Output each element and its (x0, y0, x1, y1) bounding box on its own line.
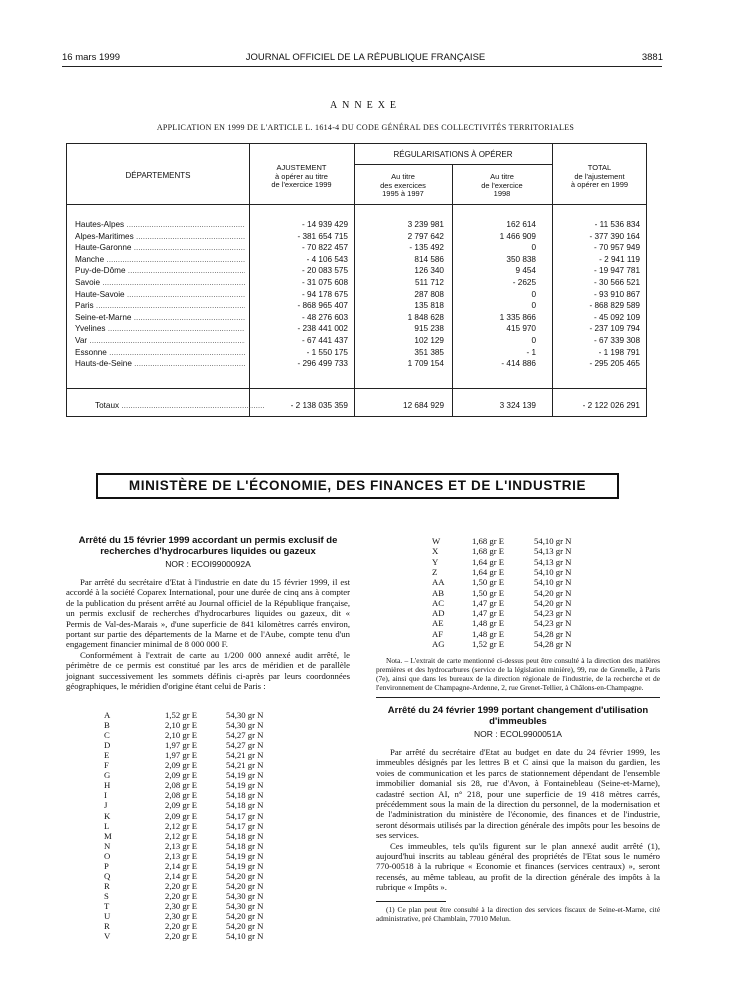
coordinate-row (66, 881, 350, 891)
header-reg-1998: Au titre de l'exercice 1998 (481, 172, 523, 198)
reg-1995-1997-value: 511 712 (415, 278, 444, 287)
coordinate-row (66, 891, 350, 901)
departement-name: Yvelines ..... (75, 324, 245, 333)
coordinate-letter: Q (104, 870, 111, 881)
table-row (67, 301, 648, 313)
reg-1998-value: 0 (531, 243, 536, 253)
reg-1998-value: 0 (531, 289, 536, 299)
arrete-1-para-1: Par arrêté du secrétaire d'Etat à l'industrie en date du 15 février 1999, il est accordé à la société Coparex International, pour une durée de cinq ans à compter de la publication du présent arrêté au Journal officiel de la République française, un permis exclusif de recherches d'hydrocarbures liquides ou gazeux, dit « Permis de Val-des-Marais », d'une superficie de 841 kilomètres carrés environ, portant sur partie des départements de la Marne et de l'Aube, compte tenu d'un engagement financier minimal de 8 000 000 F. (66, 577, 350, 650)
coordinate-latitude: 54,10 gr N (534, 577, 572, 588)
departement-name: Haute-Savoie ..... (75, 290, 245, 299)
coordinate-letter: AE (432, 618, 444, 629)
annexe-title: ANNEXE (329, 100, 402, 111)
table-divider (354, 164, 552, 165)
reg-1995-1997-value: 126 340 (414, 266, 444, 276)
table-row (67, 232, 648, 244)
coordinate-row (376, 629, 660, 639)
coordinate-row (66, 871, 350, 881)
header-departements: DÉPARTEMENTS (125, 171, 191, 180)
coordinate-longitude: 2,12 gr E (165, 830, 198, 841)
ajustement-value: - 1 550 175 (306, 347, 348, 357)
coordinate-longitude: 1,68 gr E (472, 536, 505, 546)
coordinate-latitude: 54,21 gr N (226, 760, 264, 771)
ajustement-value: - 67 441 437 (302, 336, 348, 345)
arrete-2-footnote: (1) Ce plan peut être consulté à la direction des services fiscaux de Seine-et-Marne, cité administrative, pré Chamblain, 77010 Melun. (376, 904, 660, 923)
coordinate-letter: V (104, 931, 111, 942)
coordinate-letter: M (104, 830, 112, 841)
annexe-subtitle: APPLICATION EN 1999 DE L'ARTICLE L. 1614-4 DU CODE GÉNÉRAL DES COLLECTIVITÉS TERRITORIALES (156, 123, 575, 132)
reg-1998-value: 0 (531, 336, 536, 345)
coordinate-row (66, 861, 350, 871)
departement-name: Var ..... (75, 336, 245, 345)
table-row (67, 243, 648, 255)
coordinate-latitude: 54,19 gr N (226, 780, 264, 791)
departement-name: Seine-et-Marne ..... (75, 313, 245, 322)
departement-name: Paris ..... (75, 301, 245, 310)
coordinate-row (376, 608, 660, 618)
coordinate-letter: Z (432, 566, 438, 577)
coordinate-longitude: 2,20 gr E (165, 890, 198, 901)
coordinate-letter: B (104, 720, 110, 731)
coordinate-letter: D (104, 740, 111, 751)
coordinate-row (376, 598, 660, 608)
coordinate-row (66, 901, 350, 911)
coordinate-longitude: 1,97 gr E (165, 740, 198, 751)
coordinate-row (376, 577, 660, 587)
header-reg-1995-1997: Au titre des exercices 1995 à 1997 (380, 172, 426, 198)
table-row (67, 313, 648, 325)
totals-ajustement: - 2 138 035 359 (290, 401, 348, 410)
header-journal: JOURNAL OFFICIEL DE LA RÉPUBLIQUE FRANÇAISE (245, 52, 486, 63)
reg-1995-1997-value: 287 808 (414, 289, 444, 299)
header-total: TOTAL de l'ajustement à opérer en 1999 (570, 163, 629, 189)
ajustement-value: - 868 965 407 (297, 301, 348, 311)
coordinate-latitude: 54,23 gr N (534, 618, 572, 629)
coordinate-latitude: 54,19 gr N (226, 860, 264, 871)
ajustement-value: - 14 939 429 (302, 220, 348, 229)
coordinate-longitude: 1,50 gr E (472, 577, 505, 588)
coordinate-letter: AB (432, 587, 445, 598)
departement-name: Essonne ..... (75, 348, 245, 357)
coordinate-longitude: 2,20 gr E (165, 921, 198, 932)
reg-1995-1997-value: 1 848 628 (407, 312, 444, 322)
coordinate-row (66, 790, 350, 800)
total-value: - 70 957 949 (594, 243, 640, 253)
arrete-1 (66, 535, 350, 691)
ajustement-value: - 4 106 543 (306, 254, 348, 264)
ajustement-value: - 48 276 603 (302, 312, 348, 322)
coordinate-longitude: 1,64 gr E (472, 566, 505, 577)
coordinate-longitude: 2,09 gr E (165, 760, 198, 771)
coordinate-letter: H (104, 780, 111, 791)
coordinate-letter: AF (432, 628, 444, 639)
coordinate-longitude: 1,50 gr E (472, 587, 505, 598)
coordinate-latitude: 54,19 gr N (226, 850, 264, 861)
adjustment-table (66, 143, 647, 417)
coordinate-longitude: 1,47 gr E (472, 597, 505, 608)
ajustement-value: - 20 083 575 (302, 266, 348, 276)
coordinate-row (66, 911, 350, 921)
coordinate-latitude: 54,19 gr N (226, 770, 264, 781)
coordinate-latitude: 54,17 gr N (226, 820, 264, 831)
coordinate-letter: N (104, 840, 111, 851)
coordinate-longitude: 2,09 gr E (165, 770, 198, 781)
coordinate-letter: T (104, 900, 110, 911)
coordinate-longitude: 1,52 gr E (165, 710, 198, 720)
coordinate-longitude: 2,10 gr E (165, 730, 198, 741)
coordinate-latitude: 54,17 gr N (226, 810, 264, 821)
totals-reg-1995-1997: 12 684 929 (403, 401, 444, 410)
coordinate-latitude: 54,27 gr N (226, 730, 264, 741)
coordinate-longitude: 2,20 gr E (165, 931, 198, 942)
coordinate-letter: U (104, 911, 111, 921)
header-ajustement: AJUSTEMENT à opérer au titre de l'exercice 1999 (271, 163, 332, 189)
coordinate-longitude: 1,52 gr E (472, 639, 505, 649)
coordinate-letter: L (104, 820, 110, 831)
coordinate-row (66, 841, 350, 851)
table-row (67, 359, 648, 371)
total-value: - 67 339 308 (594, 336, 640, 345)
table-divider (67, 204, 646, 205)
ajustement-value: - 381 654 715 (297, 231, 348, 241)
coordinate-letter: AA (432, 577, 445, 588)
coordinate-row (376, 546, 660, 556)
totals-reg-1998: 3 324 139 (499, 401, 536, 410)
coordinate-letter: A (104, 710, 111, 720)
coordinate-row (66, 740, 350, 750)
total-value: - 11 536 834 (594, 220, 640, 229)
arrete-2 (376, 705, 660, 923)
coordinate-letter: R (104, 880, 110, 891)
coordinate-letter: J (104, 800, 108, 811)
coordinate-latitude: 54,30 gr N (226, 720, 264, 731)
arrete-2-para-2: Ces immeubles, tels qu'ils figurent sur le plan annexé audit arrêté (1), aujourd'hui inscrits au tableau général des propriétés de l'Etat sous le numéro 770-00518 à la rubrique « Economie et finances (services centraux) », seront recensés, au même tableau, au profit de la direction générale des impôts à la rubrique « Impôts ». (376, 840, 660, 893)
table-row-totals (67, 401, 648, 413)
ministry-banner: MINISTÈRE DE L'ÉCONOMIE, DES FINANCES ET DE L'INDUSTRIE (96, 473, 619, 499)
coordinate-row (66, 730, 350, 740)
reg-1998-value: 415 970 (506, 324, 536, 334)
coordinate-letter: AD (432, 608, 445, 619)
reg-1995-1997-value: 3 239 981 (407, 220, 444, 229)
coordinate-latitude: 54,20 gr N (226, 880, 264, 891)
coordinate-row (66, 780, 350, 790)
reg-1998-value: - 2625 (512, 278, 536, 287)
coordinate-longitude: 2,20 gr E (165, 880, 198, 891)
coordinate-letter: I (104, 790, 107, 801)
arrete-1-title: Arrêté du 15 février 1999 accordant un permis exclusif de recherches d'hydrocarbures liquides ou gazeux (78, 535, 338, 557)
totals-label: Totaux ..... (95, 401, 265, 410)
reg-1995-1997-value: 814 586 (414, 254, 444, 264)
coordinate-row (376, 557, 660, 567)
table-row (67, 290, 648, 302)
coordinate-letter: AG (432, 639, 445, 649)
total-value: - 1 198 791 (598, 347, 640, 357)
coordinate-row (66, 720, 350, 730)
departement-name: Hautes-Alpes ..... (75, 220, 245, 229)
ajustement-value: - 70 822 457 (302, 243, 348, 253)
total-value: - 30 566 521 (594, 278, 640, 287)
coordinate-letter: Y (432, 556, 439, 567)
reg-1998-value: 1 466 909 (499, 231, 536, 241)
coordinate-latitude: 54,30 gr N (226, 710, 264, 720)
coordinate-longitude: 2,30 gr E (165, 911, 198, 921)
coordinate-latitude: 54,21 gr N (226, 750, 264, 761)
coordinate-letter: R (104, 921, 110, 932)
total-value: - 295 205 465 (589, 359, 640, 369)
total-value: - 45 092 109 (594, 312, 640, 322)
coordinate-row (376, 567, 660, 577)
header-page-number: 3881 (641, 52, 663, 63)
reg-1998-value: - 414 886 (501, 359, 536, 369)
total-value: - 19 947 781 (594, 266, 640, 276)
coordinate-latitude: 54,10 gr N (534, 566, 572, 577)
coordinate-latitude: 54,20 gr N (534, 587, 572, 598)
departement-name: Puy-de-Dôme ..... (75, 266, 245, 275)
reg-1995-1997-value: - 135 492 (409, 243, 444, 253)
total-value: - 377 390 164 (589, 231, 640, 241)
coordinate-letter: F (104, 760, 109, 771)
coordinate-row (66, 750, 350, 760)
ajustement-value: - 296 499 733 (297, 359, 348, 369)
ajustement-value: - 94 178 675 (302, 289, 348, 299)
table-row (67, 348, 648, 360)
table-row (67, 336, 648, 348)
arrete-1-note: Nota. – L'extrait de carte mentionné ci-dessus peut être consulté à la direction des matières premières et des hydrocarbures (service de la législation minière), 99, rue de Grenelle, à Paris (7e), ainsi que dans les bureaux de la direction régionale de l'industrie, de la recherche et de l'environnement de Champagne-Ardenne, 2, rue Grenet-Tellier, à Châlons-en-Champagne. (376, 656, 660, 692)
coordinate-row (66, 831, 350, 841)
coordinate-row (376, 588, 660, 598)
total-value: - 2 941 119 (599, 254, 640, 264)
footnote-rule (376, 901, 446, 902)
arrete-1-nor: NOR : ECOI9900092A (165, 559, 251, 569)
coordinate-row (66, 931, 350, 941)
coordinate-longitude: 2,14 gr E (165, 860, 198, 871)
coordinate-longitude: 2,10 gr E (165, 720, 198, 731)
reg-1998-value: 9 454 (515, 266, 536, 276)
reg-1995-1997-value: 135 818 (414, 301, 444, 311)
coordinate-longitude: 2,12 gr E (165, 820, 198, 831)
coordinate-letter: P (104, 860, 109, 871)
total-value: - 93 910 867 (594, 289, 640, 299)
total-value: - 237 109 794 (589, 324, 640, 334)
coordinate-longitude: 2,30 gr E (165, 900, 198, 911)
coordinate-latitude: 54,20 gr N (226, 921, 264, 932)
table-row (67, 266, 648, 278)
coordinate-row (66, 821, 350, 831)
reg-1998-value: 350 838 (506, 254, 536, 264)
coordinate-latitude: 54,23 gr N (534, 608, 572, 619)
coordinate-longitude: 1,48 gr E (472, 618, 505, 629)
ajustement-value: - 31 075 608 (302, 278, 348, 287)
coordinate-row (66, 921, 350, 931)
departement-name: Haute-Garonne ..... (75, 243, 245, 252)
coordinate-latitude: 54,13 gr N (534, 546, 572, 557)
coordinate-latitude: 54,10 gr N (534, 536, 572, 546)
coordinate-latitude: 54,20 gr N (226, 911, 264, 921)
arrete-2-title: Arrêté du 24 février 1999 portant changement d'utilisation d'immeubles (387, 705, 649, 727)
coordinate-latitude: 54,20 gr N (226, 870, 264, 881)
coordinate-letter: O (104, 850, 111, 861)
coordinate-longitude: 2,09 gr E (165, 800, 198, 811)
coordinate-latitude: 54,30 gr N (226, 900, 264, 911)
coordinate-longitude: 2,13 gr E (165, 840, 198, 851)
departement-name: Hauts-de-Seine ..... (75, 359, 245, 368)
coordinate-latitude: 54,10 gr N (226, 931, 264, 942)
departement-name: Savoie ..... (75, 278, 245, 287)
coordinate-latitude: 54,18 gr N (226, 790, 264, 801)
reg-1998-value: - 1 (526, 347, 536, 357)
column-separator (376, 697, 660, 698)
departement-name: Manche ..... (75, 255, 245, 264)
coordinate-latitude: 54,20 gr N (534, 597, 572, 608)
header-rule (62, 66, 662, 67)
totals-total: - 2 122 026 291 (582, 401, 640, 410)
coordinate-row (66, 811, 350, 821)
coordinate-letter: K (104, 810, 111, 821)
arrete-2-para-1: Par arrêté du secrétaire d'Etat au budget en date du 24 février 1999, les immeubles désignés par les lettres B et C ainsi que la maison du gardien, les voies de communication et les parcs de stationnement dépendant de l'ensemble immobilier domanial sis 28, rue d'Avon, à Fontainebleau (Seine-et-Marne), cadastré section AI, n° 218, pour une superficie de 19 418 mètres carrés, précédemment sous la main de la direction du personnel, de la modernisation et de l'administration du ministère de l'économie, des finances et de l'industrie, seront désormais utilisés par la direction générale des impôts pour les besoins de ses services. (376, 747, 660, 841)
coordinate-row (66, 710, 350, 720)
coordinate-row (376, 618, 660, 628)
ajustement-value: - 238 441 002 (297, 324, 348, 334)
coordinate-letter: AC (432, 597, 445, 608)
coordinate-latitude: 54,28 gr N (534, 639, 572, 649)
coordinate-row (66, 770, 350, 780)
coordinate-row (66, 760, 350, 770)
table-divider (67, 388, 646, 389)
coordinate-longitude: 1,68 gr E (472, 546, 505, 557)
coordinate-row (66, 800, 350, 810)
table-row (67, 324, 648, 336)
reg-1995-1997-value: 915 238 (414, 324, 444, 334)
coordinate-row (376, 639, 660, 649)
coordinate-longitude: 1,48 gr E (472, 628, 505, 639)
coordinate-latitude: 54,18 gr N (226, 800, 264, 811)
arrete-1-para-2: Conformément à l'extrait de carte au 1/200 000 annexé audit arrêté, le périmètre de ce permis est constitué par les arcs de méridien et de parallèle joignant successivement les sommets définis ci-après par leurs coordonnées géographiques, le méridien d'origine étant celui de Paris : (66, 649, 350, 692)
coordinate-letter: S (104, 890, 109, 901)
coordinate-latitude: 54,27 gr N (226, 740, 264, 751)
coordinate-longitude: 2,08 gr E (165, 780, 198, 791)
table-row (67, 255, 648, 267)
coordinate-letter: C (104, 730, 110, 741)
coordinate-letter: X (432, 546, 439, 557)
header-regularisations: RÉGULARISATIONS À OPÉRER (393, 150, 513, 159)
total-value: - 868 829 589 (589, 301, 640, 311)
reg-1998-value: 0 (531, 301, 536, 311)
reg-1998-value: 162 614 (506, 220, 536, 229)
reg-1995-1997-value: 1 709 154 (407, 359, 444, 369)
coordinate-longitude: 2,09 gr E (165, 810, 198, 821)
reg-1995-1997-value: 102 129 (414, 336, 444, 345)
reg-1998-value: 1 335 866 (499, 312, 536, 322)
coordinate-latitude: 54,18 gr N (226, 840, 264, 851)
coordinate-row (376, 536, 660, 546)
coordinate-latitude: 54,28 gr N (534, 628, 572, 639)
header-date: 16 mars 1999 (62, 52, 121, 63)
coordinate-longitude: 2,13 gr E (165, 850, 198, 861)
table-row (67, 278, 648, 290)
coordinate-longitude: 1,64 gr E (472, 556, 505, 567)
coordinate-longitude: 1,47 gr E (472, 608, 505, 619)
coordinate-latitude: 54,18 gr N (226, 830, 264, 841)
coordinate-longitude: 2,08 gr E (165, 790, 198, 801)
coordinate-latitude: 54,13 gr N (534, 556, 572, 567)
coordinate-letter: E (104, 750, 110, 761)
coordinate-longitude: 2,14 gr E (165, 870, 198, 881)
coordinate-longitude: 1,97 gr E (165, 750, 198, 761)
reg-1995-1997-value: 2 797 642 (407, 231, 444, 241)
table-row (67, 220, 648, 232)
coordinate-latitude: 54,30 gr N (226, 890, 264, 901)
coordinate-letter: W (432, 536, 441, 546)
coordinate-row (66, 851, 350, 861)
departement-name: Alpes-Maritimes ..... (75, 232, 245, 241)
reg-1995-1997-value: 351 385 (414, 347, 444, 357)
arrete-2-nor: NOR : ECOL9900051A (474, 729, 562, 739)
coordinate-letter: G (104, 770, 111, 781)
